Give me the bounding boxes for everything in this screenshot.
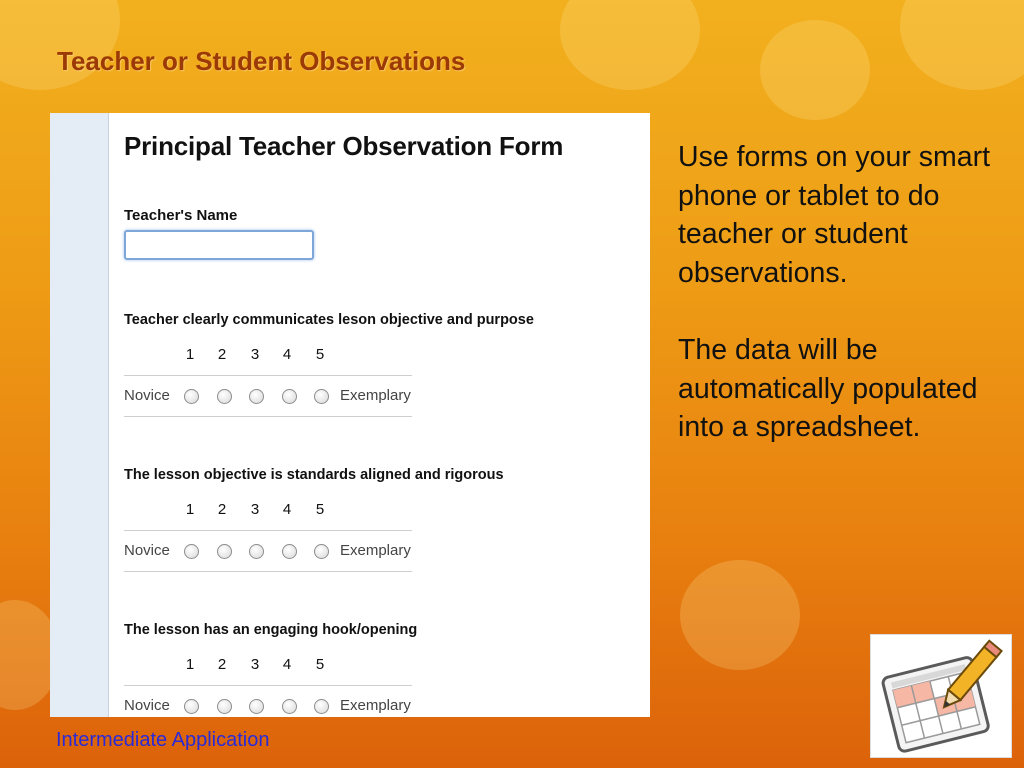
question-1-radio-5[interactable]	[314, 389, 329, 404]
question-2-radio-4[interactable]	[282, 544, 297, 559]
scale-high-label: Exemplary	[340, 542, 411, 559]
question-2-radio-3[interactable]	[249, 544, 264, 559]
form-title: Principal Teacher Observation Form	[124, 131, 564, 161]
scale-number: 4	[282, 656, 292, 673]
question-3-radio-2[interactable]	[217, 699, 232, 714]
question-2-radio-5[interactable]	[314, 544, 329, 559]
form-sidebar	[50, 113, 109, 717]
question-1-radio-4[interactable]	[282, 389, 297, 404]
slide-title: Teacher or Student Observations	[57, 46, 466, 76]
scale-number: 5	[315, 346, 325, 363]
scale-number: 1	[185, 501, 195, 518]
question-1-label: Teacher clearly communicates leson objective and purpose	[124, 312, 534, 328]
scale-number: 3	[250, 346, 260, 363]
question-3-radio-4[interactable]	[282, 699, 297, 714]
scale-high-label: Exemplary	[340, 697, 411, 714]
scale-number: 2	[217, 501, 227, 518]
side-paragraph-1: Use forms on your smart phone or tablet to do teacher or student observations.	[678, 141, 990, 289]
scale-number: 4	[282, 346, 292, 363]
scale-number: 4	[282, 501, 292, 518]
question-1-radio-3[interactable]	[249, 389, 264, 404]
question-2-scale-numbers	[124, 501, 424, 521]
question-1-scale-row	[124, 375, 412, 417]
question-2-radio-1[interactable]	[184, 544, 199, 559]
teacher-name-input[interactable]	[124, 230, 314, 260]
scale-number: 5	[315, 656, 325, 673]
scale-number: 1	[185, 656, 195, 673]
scale-number: 3	[250, 501, 260, 518]
scale-number: 1	[185, 346, 195, 363]
question-2-label: The lesson objective is standards aligned and rigorous	[124, 467, 504, 483]
background-flower-decoration	[680, 560, 800, 670]
question-3-label: The lesson has an engaging hook/opening	[124, 622, 418, 638]
question-2-scale-row	[124, 530, 412, 572]
scale-number: 5	[315, 501, 325, 518]
question-3-scale-row	[124, 685, 412, 717]
scale-low-label: Novice	[124, 697, 170, 714]
scale-number: 2	[217, 656, 227, 673]
scale-number: 2	[217, 346, 227, 363]
side-paragraph-2: The data will be automatically populated into a spreadsheet.	[678, 334, 978, 443]
spreadsheet-pencil-icon	[870, 634, 1012, 758]
teacher-name-label: Teacher's Name	[124, 207, 238, 224]
background-flower-decoration	[760, 20, 870, 120]
footer-link[interactable]: Intermediate Application	[56, 729, 270, 751]
form-screenshot	[50, 113, 650, 717]
question-1-radio-1[interactable]	[184, 389, 199, 404]
question-3-radio-5[interactable]	[314, 699, 329, 714]
question-1-radio-2[interactable]	[217, 389, 232, 404]
question-2-radio-2[interactable]	[217, 544, 232, 559]
question-3-scale-numbers	[124, 656, 424, 676]
scale-high-label: Exemplary	[340, 387, 411, 404]
background-flower-decoration	[900, 0, 1024, 90]
scale-low-label: Novice	[124, 387, 170, 404]
scale-number: 3	[250, 656, 260, 673]
background-flower-decoration	[560, 0, 700, 90]
scale-low-label: Novice	[124, 542, 170, 559]
question-3-radio-3[interactable]	[249, 699, 264, 714]
question-3-radio-1[interactable]	[184, 699, 199, 714]
question-1-scale-numbers	[124, 346, 424, 366]
